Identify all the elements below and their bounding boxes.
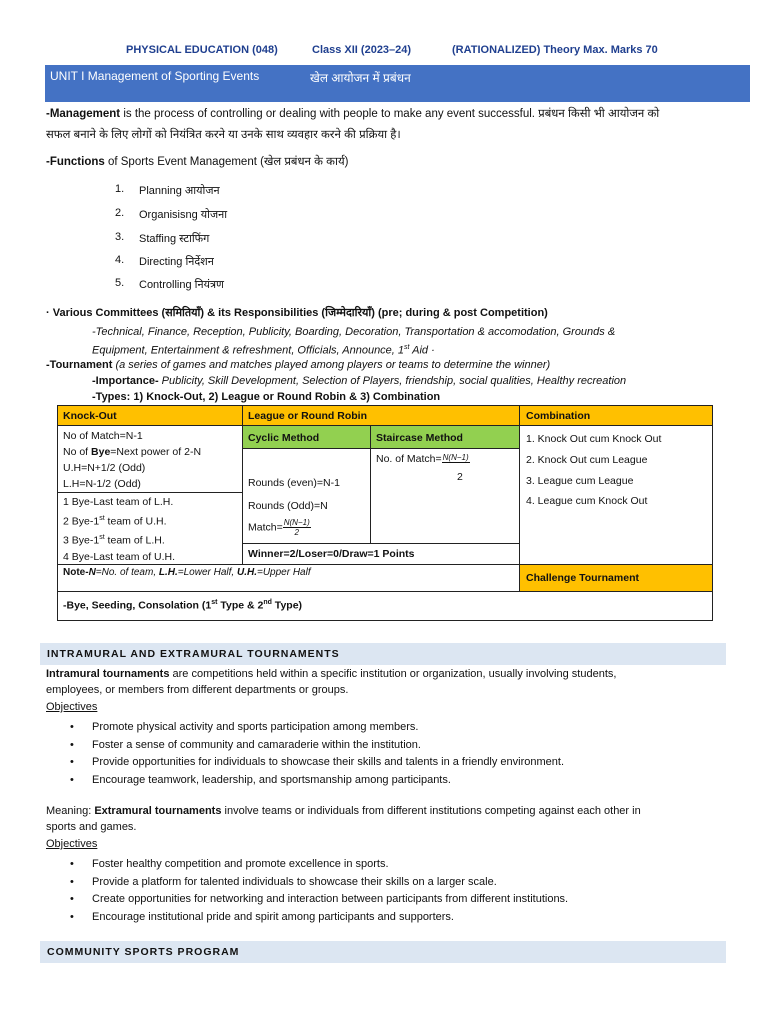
- staircase-body: [370, 448, 520, 544]
- extramural-text: involve teams or individuals from different institutions competing against each other in: [221, 805, 641, 817]
- points-row: Winner=2/Loser=0/Draw=1 Points: [242, 543, 520, 565]
- ko-rule: No of Bye=Next power of 2-N: [63, 446, 202, 458]
- page-header: [0, 44, 768, 60]
- functions-text: of Sports Event Management (खेल प्रबंधन के कार्य): [104, 156, 349, 168]
- combo-item: 1. Knock Out cum Knock Out: [526, 433, 662, 445]
- bullet: •: [70, 774, 74, 786]
- bye-rule: 3 Bye-1st team of L.H.: [63, 533, 165, 546]
- function-item: [115, 183, 415, 197]
- extramural-term: Extramural tournaments: [94, 805, 222, 817]
- intramural-term: Intramural tournaments: [46, 668, 170, 680]
- bullet: •: [70, 739, 74, 751]
- tournament-term: -Tournament: [46, 359, 113, 371]
- stair-fraction-den: 2: [457, 471, 463, 483]
- cyclic-header: Cyclic Method: [242, 425, 371, 449]
- list-item: [70, 756, 710, 772]
- function-label: Planning आयोजन: [139, 185, 220, 197]
- bye-rule: 1 Bye-Last team of L.H.: [63, 496, 174, 508]
- committees-line2-text: Equipment, Entertainment & refreshment, Officials, Announce, 1: [92, 344, 405, 357]
- staircase-header: Staircase Method: [370, 425, 520, 449]
- function-number: 1.: [115, 183, 125, 195]
- stair-label: No. of Match=: [376, 453, 442, 465]
- function-number: 2.: [115, 207, 125, 219]
- list-item-text: Create opportunities for networking and interaction between participants from different institutions.: [92, 893, 569, 905]
- tournament-def: [46, 357, 550, 373]
- functions-heading: [46, 152, 348, 172]
- list-item: [70, 739, 710, 755]
- bullet: •: [70, 756, 74, 768]
- list-item-text: Encourage teamwork, leadership, and sportsmanship among participants.: [92, 774, 451, 786]
- list-item: [70, 893, 710, 909]
- intramural-text: are competitions held within a specific institution or organization, usually involving students,: [169, 668, 617, 680]
- rounds-even: Rounds (even)=N-1: [248, 477, 340, 489]
- stair-fraction-num: [442, 453, 470, 463]
- list-item-text: Promote physical activity and sports participation among members.: [92, 721, 419, 733]
- committees-heading: · Various Committees (समितियाँ) & its Responsibilities (जिम्मेदारियाँ) (pre; during & post Competition): [46, 307, 548, 319]
- section-title: INTRAMURAL AND EXTRAMURAL TOURNAMENTS: [47, 648, 340, 660]
- list-item-text: Provide opportunities for individuals to showcase their skills and talents in a friendly environment.: [92, 756, 565, 768]
- league-header: League or Round Robin: [242, 405, 520, 426]
- bullet: •: [70, 721, 74, 733]
- function-item: [115, 277, 415, 291]
- function-label: Controlling नियंत्रण: [139, 279, 224, 291]
- combo-header: Combination: [519, 405, 713, 426]
- challenge-cell: Challenge Tournament: [519, 564, 713, 592]
- function-number: 3.: [115, 231, 125, 243]
- combination-body: [519, 425, 713, 565]
- function-label: Directing निर्देशन: [139, 256, 214, 268]
- section-intramural: [40, 643, 726, 665]
- marks-info: (RATIONALIZED) Theory Max. Marks 70: [452, 44, 658, 56]
- combo-item: 2. Knock Out cum League: [526, 453, 648, 466]
- list-item-text: Provide a platform for talented individuals to showcase their skills on a larger scale.: [92, 876, 497, 888]
- unit-title-hindi: खेल आयोजन में प्रबंधन: [310, 71, 411, 85]
- extramural-para: [46, 803, 641, 819]
- unit-title: UNIT I Management of Sporting Events: [50, 69, 260, 83]
- intramural-para-line2: employees, or members from different departments or groups.: [46, 684, 349, 696]
- byes-cell: [57, 492, 243, 565]
- management-para: [46, 104, 659, 124]
- section-title: COMMUNITY SPORTS PROGRAM: [47, 946, 240, 958]
- extramural-objectives-label: Objectives: [46, 838, 98, 850]
- subject-code: PHYSICAL EDUCATION (048): [126, 44, 278, 56]
- bullet: •: [70, 893, 74, 905]
- ko-rules-cell: [57, 425, 243, 493]
- list-item-text: Foster a sense of community and camaraderie within the institution.: [92, 739, 421, 751]
- list-item-text: Encourage institutional pride and spirit among participants and supporters.: [92, 911, 454, 923]
- committees-line1: -Technical, Finance, Reception, Publicity, Boarding, Decoration, Transportation & accomodation, Grounds &: [92, 326, 616, 338]
- function-item: [115, 254, 415, 268]
- combo-item: 4. League cum Knock Out: [526, 495, 648, 508]
- intramural-objectives-label: Objectives: [46, 701, 98, 713]
- match-fraction: [283, 518, 311, 537]
- tournament-table: [57, 405, 713, 621]
- management-term: -Management: [46, 108, 121, 120]
- stair-formula: [376, 453, 470, 465]
- section-community: [40, 941, 726, 963]
- match-label: Match=: [248, 521, 283, 534]
- bye-rule: 4 Bye-Last team of U.H.: [63, 550, 176, 563]
- committees-line2: [92, 340, 435, 359]
- rounds-odd: Rounds (Odd)=N: [248, 500, 328, 512]
- committees-line2-end: Aid ·: [409, 344, 435, 357]
- management-text: is the process of controlling or dealing with people to make any event successful. प्रबंधन किसी भी आयोजन को: [120, 108, 660, 120]
- fraction-numerator: N(N−1): [442, 453, 469, 462]
- bullet: •: [70, 876, 74, 888]
- cyclic-body: [242, 448, 371, 544]
- function-label: Organisisng योजना: [139, 209, 228, 221]
- extramural-lead: Meaning:: [46, 805, 95, 817]
- superscript: st: [404, 344, 410, 351]
- list-item: [70, 721, 710, 737]
- list-item: [70, 876, 710, 892]
- extramural-para-line2: sports and games.: [46, 821, 137, 833]
- importance-text: Publicity, Skill Development, Selection of Players, friendship, social qualities, Healthy recreation: [158, 375, 627, 387]
- types-line: -Types: 1) Knock-Out, 2) League or Round Robin & 3) Combination: [92, 391, 441, 403]
- list-item-text: Foster healthy competition and promote excellence in sports.: [92, 858, 389, 870]
- ko-rule: L.H=N-1/2 (Odd): [63, 478, 141, 490]
- combo-item: 3. League cum League: [526, 474, 634, 487]
- tournament-def-text: (a series of games and matches played among players or teams to determine the winner): [112, 359, 551, 371]
- management-line2: सफल बनाने के लिए लोगों को नियंत्रित करने या उनके साथ व्यवहार करने की प्रक्रिया है।: [46, 129, 401, 141]
- function-number: 4.: [115, 254, 125, 266]
- bye-seeding-row: -Bye, Seeding, Consolation (1st Type & 2nd Type): [57, 591, 713, 621]
- ko-header: Knock-Out: [57, 405, 243, 426]
- bullet: •: [70, 858, 74, 870]
- bullet: •: [70, 911, 74, 923]
- functions-term: -Functions: [46, 156, 105, 168]
- list-item: [70, 774, 710, 790]
- function-label: Staffing स्टाफिंग: [139, 233, 210, 245]
- unit-bar-divider: [44, 65, 45, 102]
- intramural-para: [46, 666, 616, 682]
- ko-rule: No of Match=N-1: [63, 430, 143, 442]
- fraction-numerator: N(N−1): [283, 518, 310, 527]
- ko-rule: U.H=N+1/2 (Odd): [63, 462, 146, 474]
- list-item: [70, 858, 710, 874]
- function-item: [115, 231, 415, 245]
- note-row: Note-N=No. of team, L.H.=Lower Half, U.H.=Upper Half: [57, 564, 520, 592]
- match-formula: [248, 518, 311, 537]
- list-item: [70, 911, 710, 927]
- class-year: Class XII (2023–24): [312, 44, 412, 56]
- function-item: [115, 207, 415, 221]
- function-number: 5.: [115, 277, 125, 289]
- fraction-denominator: 2: [294, 528, 299, 537]
- bye-rule: 2 Bye-1st team of U.H.: [63, 514, 167, 527]
- importance-term: -Importance-: [92, 375, 159, 387]
- unit-title-bar: [44, 65, 750, 102]
- importance-line: [92, 373, 626, 389]
